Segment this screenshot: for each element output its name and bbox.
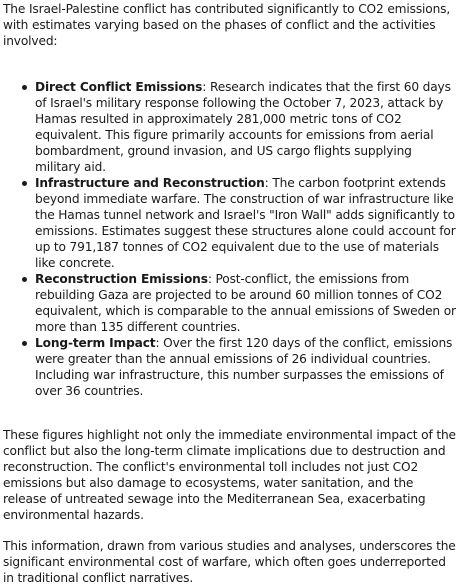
list-item-term: Infrastructure and Reconstruction — [35, 176, 265, 190]
list-item-term: Reconstruction Emissions — [35, 272, 208, 286]
list-item-text: : Post-conflict, the emissions from rebuilding Gaza are projected to be around 60 million tonnes of CO2 equivalent, which is comparable to the annual emissions of Sweden or more than 135 different countries. — [35, 272, 456, 334]
list-item-direct-conflict — [35, 79, 460, 175]
list-item-long-term-impact — [35, 335, 460, 399]
closing-paragraph: This information, drawn from various studies and analyses, underscores the significant environmental cost of warfare, which often goes underreported in traditional conflict narratives. — [3, 539, 456, 585]
list-item-term: Long-term Impact — [35, 336, 156, 350]
summary-paragraph: These figures highlight not only the immediate environmental impact of the conflict but also the long-term climate implications due to destruction and reconstruction. The conflict's environmental toll includes not just CO2 emissions but also damage to ecosystems, water sanitation, and the release of untreated sewage into the Mediterranean Sea, exacerbating environmental hazards. — [3, 428, 456, 522]
list-item-term: Direct Conflict Emissions — [35, 80, 203, 94]
intro-paragraph: The Israel-Palestine conflict has contributed significantly to CO2 emissions, with estimates varying based on the phases of conflict and the activities involved: — [3, 2, 451, 48]
emissions-list — [3, 79, 460, 399]
list-item-text: : Research indicates that the first 60 days of Israel's military response following the October 7, 2023, attack by Hamas resulted in approximately 281,000 metric tons of CO2 equivalent. This figure primarily accounts for emissions from aerial bombardment, ground invasion, and US cargo flights supplying military aid. — [35, 80, 451, 174]
list-item-reconstruction — [35, 271, 460, 335]
list-item-infrastructure — [35, 175, 460, 271]
emissions-list-container — [3, 79, 460, 399]
list-item-text: : Over the first 120 days of the conflict, emissions were greater than the annual emissions of 26 individual countries. Including war infrastructure, this number surpasses the emissions of over 36 countries. — [35, 336, 453, 398]
list-item-text: : The carbon footprint extends beyond immediate warfare. The construction of war infrastructure like the Hamas tunnel network and Israel's "Iron Wall" adds significantly to emissions. Estimates suggest these structures alone could account for up to 791,187 tonnes of CO2 equivalent due to the use of materials like concrete. — [35, 176, 456, 270]
